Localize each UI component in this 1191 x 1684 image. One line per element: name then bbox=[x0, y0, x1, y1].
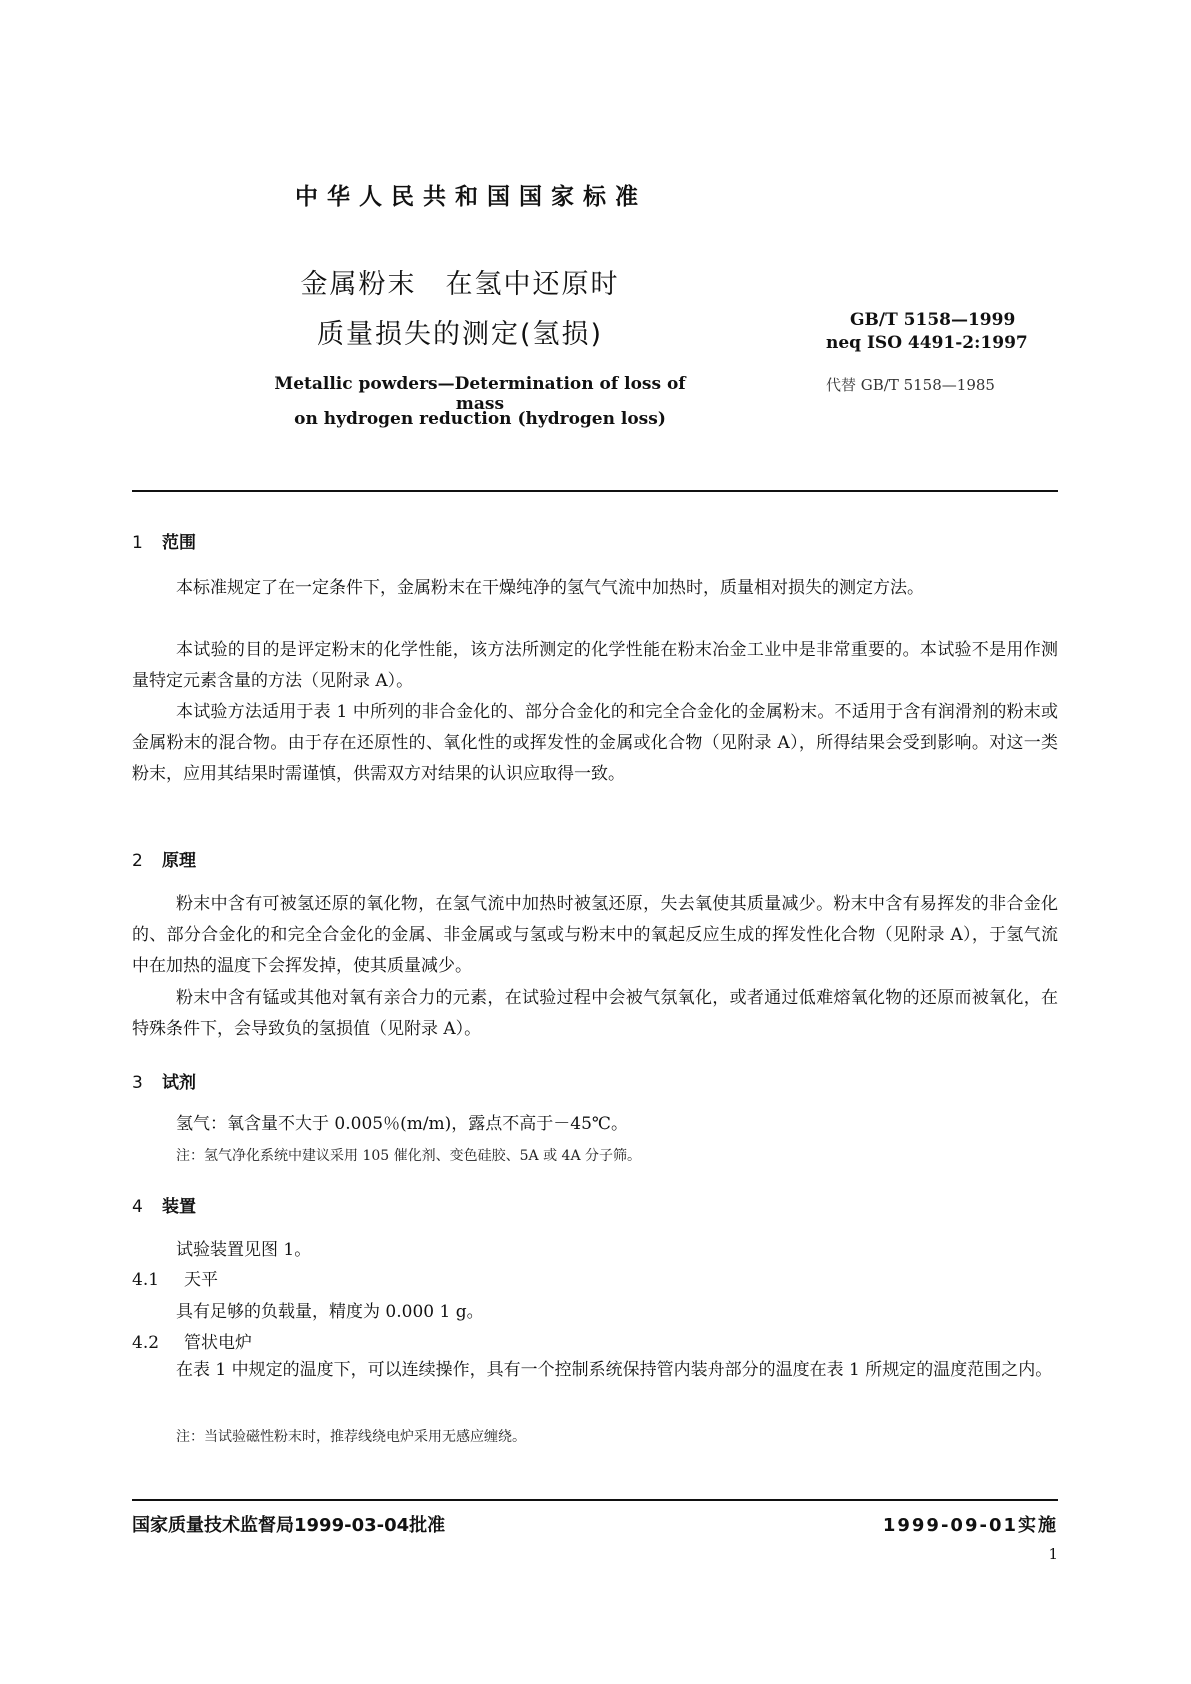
iso-equivalence: neq ISO 4491-2:1997 bbox=[826, 333, 1028, 353]
apparatus-intro: 试验装置见图 1。 bbox=[176, 1240, 312, 1260]
section-1-paragraph-3: 本试验方法适用于表 1 中所列的非合金化的、部分合金化的和完全合金化的金属粉末。不适用于含有润滑剂的粉末或金属粉末的混合物。由于存在还原性的、氧化性的或挥发性的金属或化合物（见附录 A），所得结果会受到影响。对这一类粉末，应用其结果时需谨慎，供需双方对结果的认识应取得一致。 bbox=[132, 702, 1058, 784]
approval-line: 国家质量技术监督局1999-03-04批准 bbox=[132, 1515, 446, 1536]
subsection-4-2-heading bbox=[132, 1328, 252, 1353]
implementation-date: 1999-09-01实施 bbox=[882, 1515, 1058, 1536]
section-1-heading bbox=[132, 528, 196, 553]
section-2-heading bbox=[132, 846, 196, 871]
furnace-note: 注：当试验磁性粉末时，推荐线绕电炉采用无感应缠绕。 bbox=[176, 1429, 526, 1445]
page-number: 1 bbox=[1048, 1545, 1058, 1563]
section-3-heading bbox=[132, 1068, 196, 1093]
title-cn-line1: 金属粉末 在氢中还原时 bbox=[300, 269, 620, 300]
header-divider bbox=[132, 490, 1058, 492]
section-number: 3 bbox=[132, 1073, 143, 1093]
standard-code: GB/T 5158—1999 bbox=[850, 310, 1016, 330]
section-1-paragraph-1: 本标准规定了在一定条件下，金属粉末在干燥纯净的氢气气流中加热时，质量相对损失的测定方法。 bbox=[176, 578, 924, 598]
section-4-heading bbox=[132, 1192, 196, 1217]
reagent-note: 注：氢气净化系统中建议采用 105 催化剂、变色硅胶、5A 或 4A 分子筛。 bbox=[176, 1148, 642, 1164]
section-title: 范围 bbox=[162, 533, 196, 553]
replaces-standard: 代替 GB/T 5158—1985 bbox=[826, 376, 995, 394]
title-en-line1: Metallic powders—Determination of loss of mass bbox=[274, 374, 686, 414]
subsection-number: 4.2 bbox=[132, 1333, 160, 1353]
subsection-number: 4.1 bbox=[132, 1270, 160, 1290]
section-2-paragraph-2: 粉末中含有锰或其他对氧有亲合力的元素，在试验过程中会被气氛氧化，或者通过低难熔氧化物的还原而被氧化，在特殊条件下，会导致负的氢损值（见附录 A）。 bbox=[132, 988, 1058, 1039]
furnace-spec: 在表 1 中规定的温度下，可以连续操作，具有一个控制系统保持管内装舟部分的温度在表 1 所规定的温度范围之内。 bbox=[176, 1360, 1053, 1380]
section-1-paragraph-2: 本试验的目的是评定粉末的化学性能，该方法所测定的化学性能在粉末冶金工业中是非常重要的。本试验不是用作测量特定元素含量的方法（见附录 A）。 bbox=[132, 640, 1058, 691]
subsection-4-1-heading bbox=[132, 1265, 218, 1290]
section-number: 1 bbox=[132, 533, 143, 553]
section-title: 试剂 bbox=[162, 1073, 196, 1093]
subsection-title: 管状电炉 bbox=[184, 1333, 252, 1353]
section-number: 4 bbox=[132, 1197, 143, 1217]
section-number: 2 bbox=[132, 851, 143, 871]
title-cn-line2: 质量损失的测定(氢损) bbox=[316, 319, 604, 350]
title-en-line2: on hydrogen reduction (hydrogen loss) bbox=[294, 409, 666, 429]
section-title: 装置 bbox=[162, 1197, 196, 1217]
footer-divider bbox=[132, 1499, 1058, 1501]
section-title: 原理 bbox=[162, 851, 196, 871]
reagent-spec: 氢气：氧含量不大于 0.005％(m/m)，露点不高于－45℃。 bbox=[176, 1114, 628, 1134]
subsection-title: 天平 bbox=[184, 1270, 218, 1290]
balance-spec: 具有足够的负载量，精度为 0.000 1 g。 bbox=[176, 1302, 484, 1322]
national-standard-heading: 中华人民共和国国家标准 bbox=[295, 184, 647, 210]
section-2-paragraph-1: 粉末中含有可被氢还原的氧化物，在氢气流中加热时被氢还原，失去氧使其质量减少。粉末中含有易挥发的非合金化的、部分合金化的和完全合金化的金属、非金属或与氢或与粉末中的氧起反应生成的挥发性化合物（见附录 A），于氢气流中在加热的温度下会挥发掉，使其质量减少。 bbox=[132, 894, 1058, 976]
